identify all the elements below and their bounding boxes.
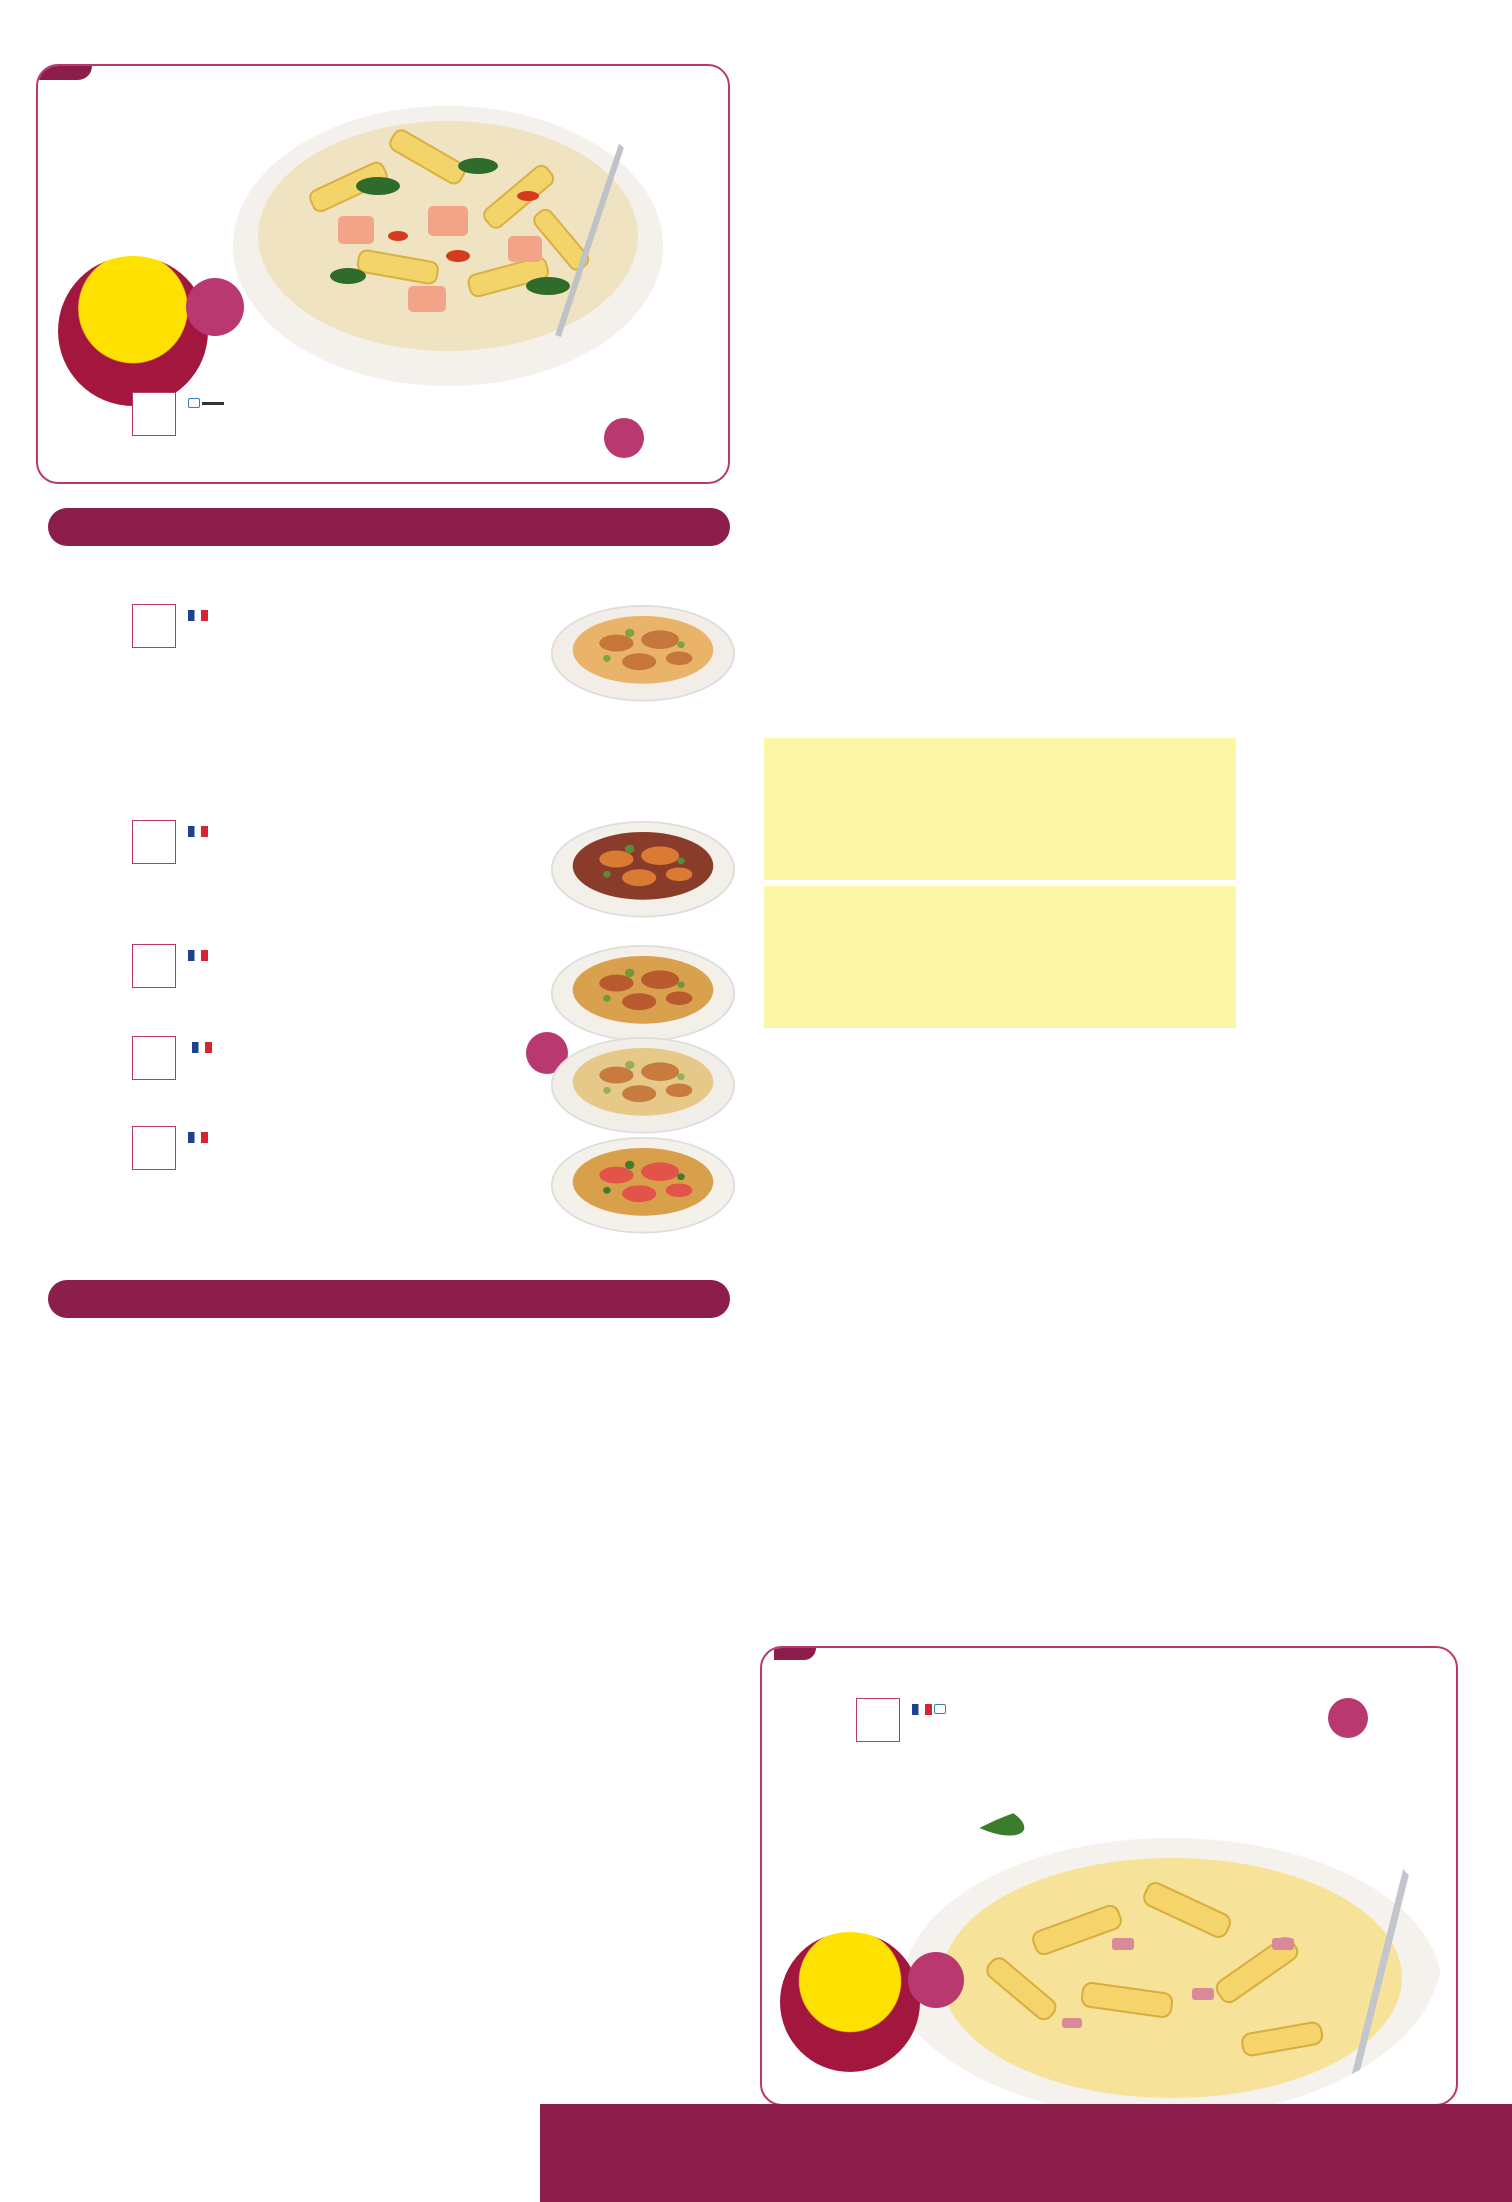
carbonara-title: [774, 1648, 816, 1660]
product-desc: [186, 864, 476, 879]
highlight-poulet-curry: [764, 738, 1236, 880]
dish-photo: [548, 810, 738, 920]
fork-icon: [202, 402, 224, 405]
quantity-box[interactable]: [132, 604, 176, 648]
quantity-box[interactable]: [132, 944, 176, 988]
section-plats-familiaux: [48, 508, 730, 546]
dish-photo: [548, 594, 738, 704]
pack-icon: [188, 398, 200, 408]
carbonara-photo: [882, 1788, 1442, 2106]
penne-saumon-price-badge: [58, 256, 208, 406]
dish-photo: [548, 1126, 738, 1236]
france-flag-icon: [188, 950, 208, 961]
quantity-box[interactable]: [132, 1036, 176, 1080]
product-desc: [186, 1170, 476, 1185]
quantity-box[interactable]: [132, 1126, 176, 1170]
quantity-box[interactable]: [856, 1698, 900, 1742]
penne-saumon-photo: [228, 86, 668, 396]
product-row: [772, 1698, 1452, 1768]
product-row: [48, 1126, 738, 1246]
pack-icon: [934, 1704, 946, 1714]
quantity-box[interactable]: [132, 392, 176, 436]
penne-saumon-feature: [36, 64, 730, 484]
france-flag-icon: [188, 1132, 208, 1143]
product-desc: [186, 1080, 476, 1095]
quantity-box[interactable]: [132, 820, 176, 864]
product-name: [186, 944, 426, 966]
product-name: [186, 820, 426, 842]
france-flag-icon: [188, 610, 208, 621]
product-row: [48, 604, 738, 724]
dish-photo: [548, 1026, 738, 1136]
product-name: [910, 1698, 946, 1720]
penne-saumon-title: [38, 66, 92, 80]
product-name: [186, 392, 224, 414]
section-specialites-exotiques: [48, 1280, 730, 1318]
carbonara-badge-points: [908, 1952, 964, 2008]
product-desc: [186, 648, 476, 663]
france-flag-icon: [188, 826, 208, 837]
product-row: [48, 392, 718, 472]
product-name: [186, 1126, 426, 1148]
points-badge: [604, 418, 644, 458]
product-name: [186, 604, 426, 626]
highlight-poulet-aigre: [764, 886, 1236, 1028]
france-flag-icon: [192, 1042, 212, 1053]
product-row: [48, 820, 738, 940]
product-name: [186, 1036, 426, 1058]
points-badge: [1328, 1698, 1368, 1738]
footer-bar: [540, 2104, 1512, 2202]
carbonara-price-badge: [780, 1932, 920, 2072]
carbonara-feature: [760, 1646, 1458, 2106]
penne-saumon-badge-points: [186, 278, 244, 336]
france-flag-icon: [912, 1704, 932, 1715]
